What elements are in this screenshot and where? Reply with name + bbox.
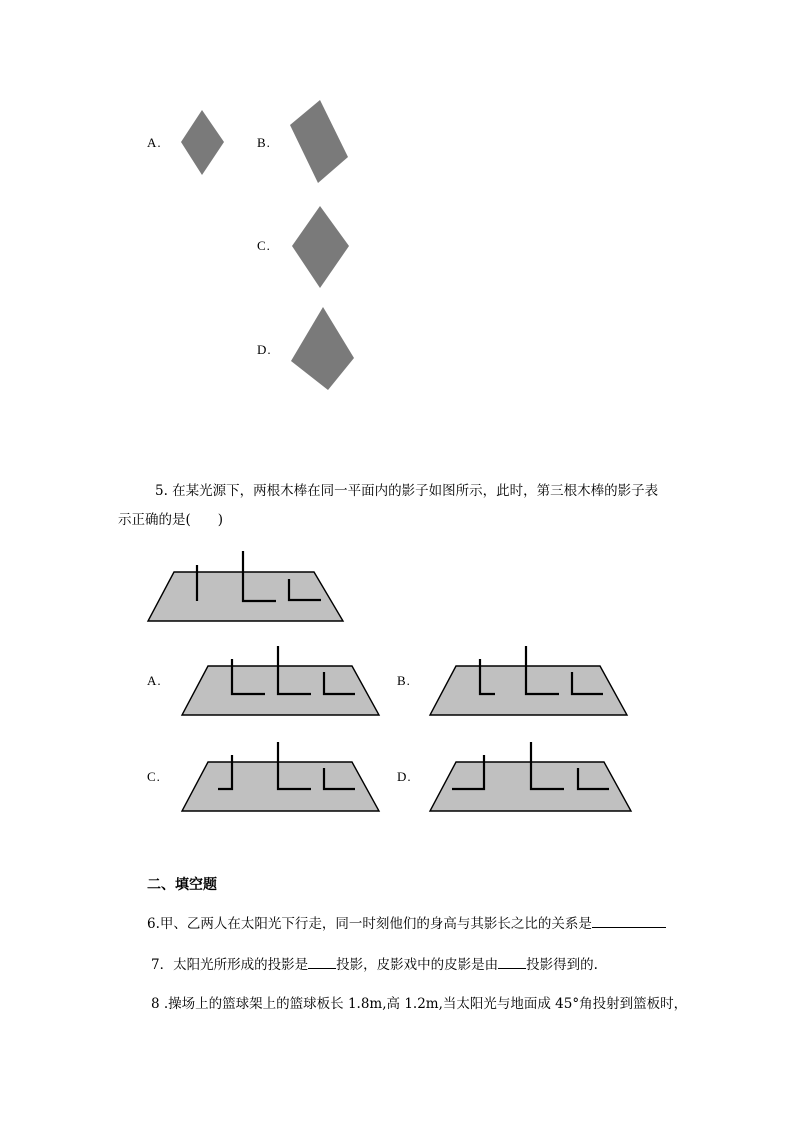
section-2-title: 二、填空题 (147, 877, 217, 893)
q7-part3: 投影得到的. (526, 957, 598, 973)
q4-option-b-parallelogram (288, 99, 350, 185)
q7-answer-blank-2[interactable] (498, 954, 526, 969)
q5-text-line1: 5. 在某光源下，两根木棒在同一平面内的影子如图所示，此时，第三根木棒的影子表 (155, 483, 659, 499)
q6-answer-blank[interactable] (592, 913, 666, 928)
q4-option-b-label[interactable]: B. (257, 135, 271, 150)
q5-option-b-label[interactable]: B. (397, 673, 411, 688)
q4-option-d-kite (290, 306, 356, 392)
q4-option-a-label[interactable]: A. (147, 135, 162, 150)
q5-option-c-figure[interactable] (180, 741, 382, 815)
q5-option-b-figure[interactable] (428, 645, 630, 719)
q7-part2: 投影，皮影戏中的皮影是由 (336, 957, 499, 973)
q5-option-a-figure[interactable] (180, 645, 382, 719)
q5-option-d-label[interactable]: D. (397, 769, 412, 784)
q4-option-c-label[interactable]: C. (257, 238, 271, 253)
q5-option-a-label[interactable]: A. (147, 673, 162, 688)
q4-option-c-rhombus (290, 205, 352, 290)
q5-option-d-figure[interactable] (428, 741, 634, 815)
q4-option-a-rhombus (180, 109, 226, 177)
q5-text-line2: 示正确的是( ) (118, 512, 224, 528)
q7-answer-blank-1[interactable] (308, 954, 336, 969)
q6-text (147, 913, 666, 934)
q7-part1: 7．太阳光所形成的投影是 (151, 957, 309, 973)
q5-given-figure (146, 550, 346, 624)
q4-option-d-label[interactable]: D. (257, 342, 272, 357)
q5-option-c-label[interactable]: C. (147, 769, 161, 784)
q6-question: 6.甲、乙两人在太阳光下行走，同一时刻他们的身高与其影长之比的关系是 (147, 916, 592, 932)
q8-text: 8 .操场上的篮球架上的篮球板长 1.8m,高 1.2m,当太阳光与地面成 45°角投射到篮板时， (151, 996, 688, 1012)
q7-text (151, 954, 598, 975)
